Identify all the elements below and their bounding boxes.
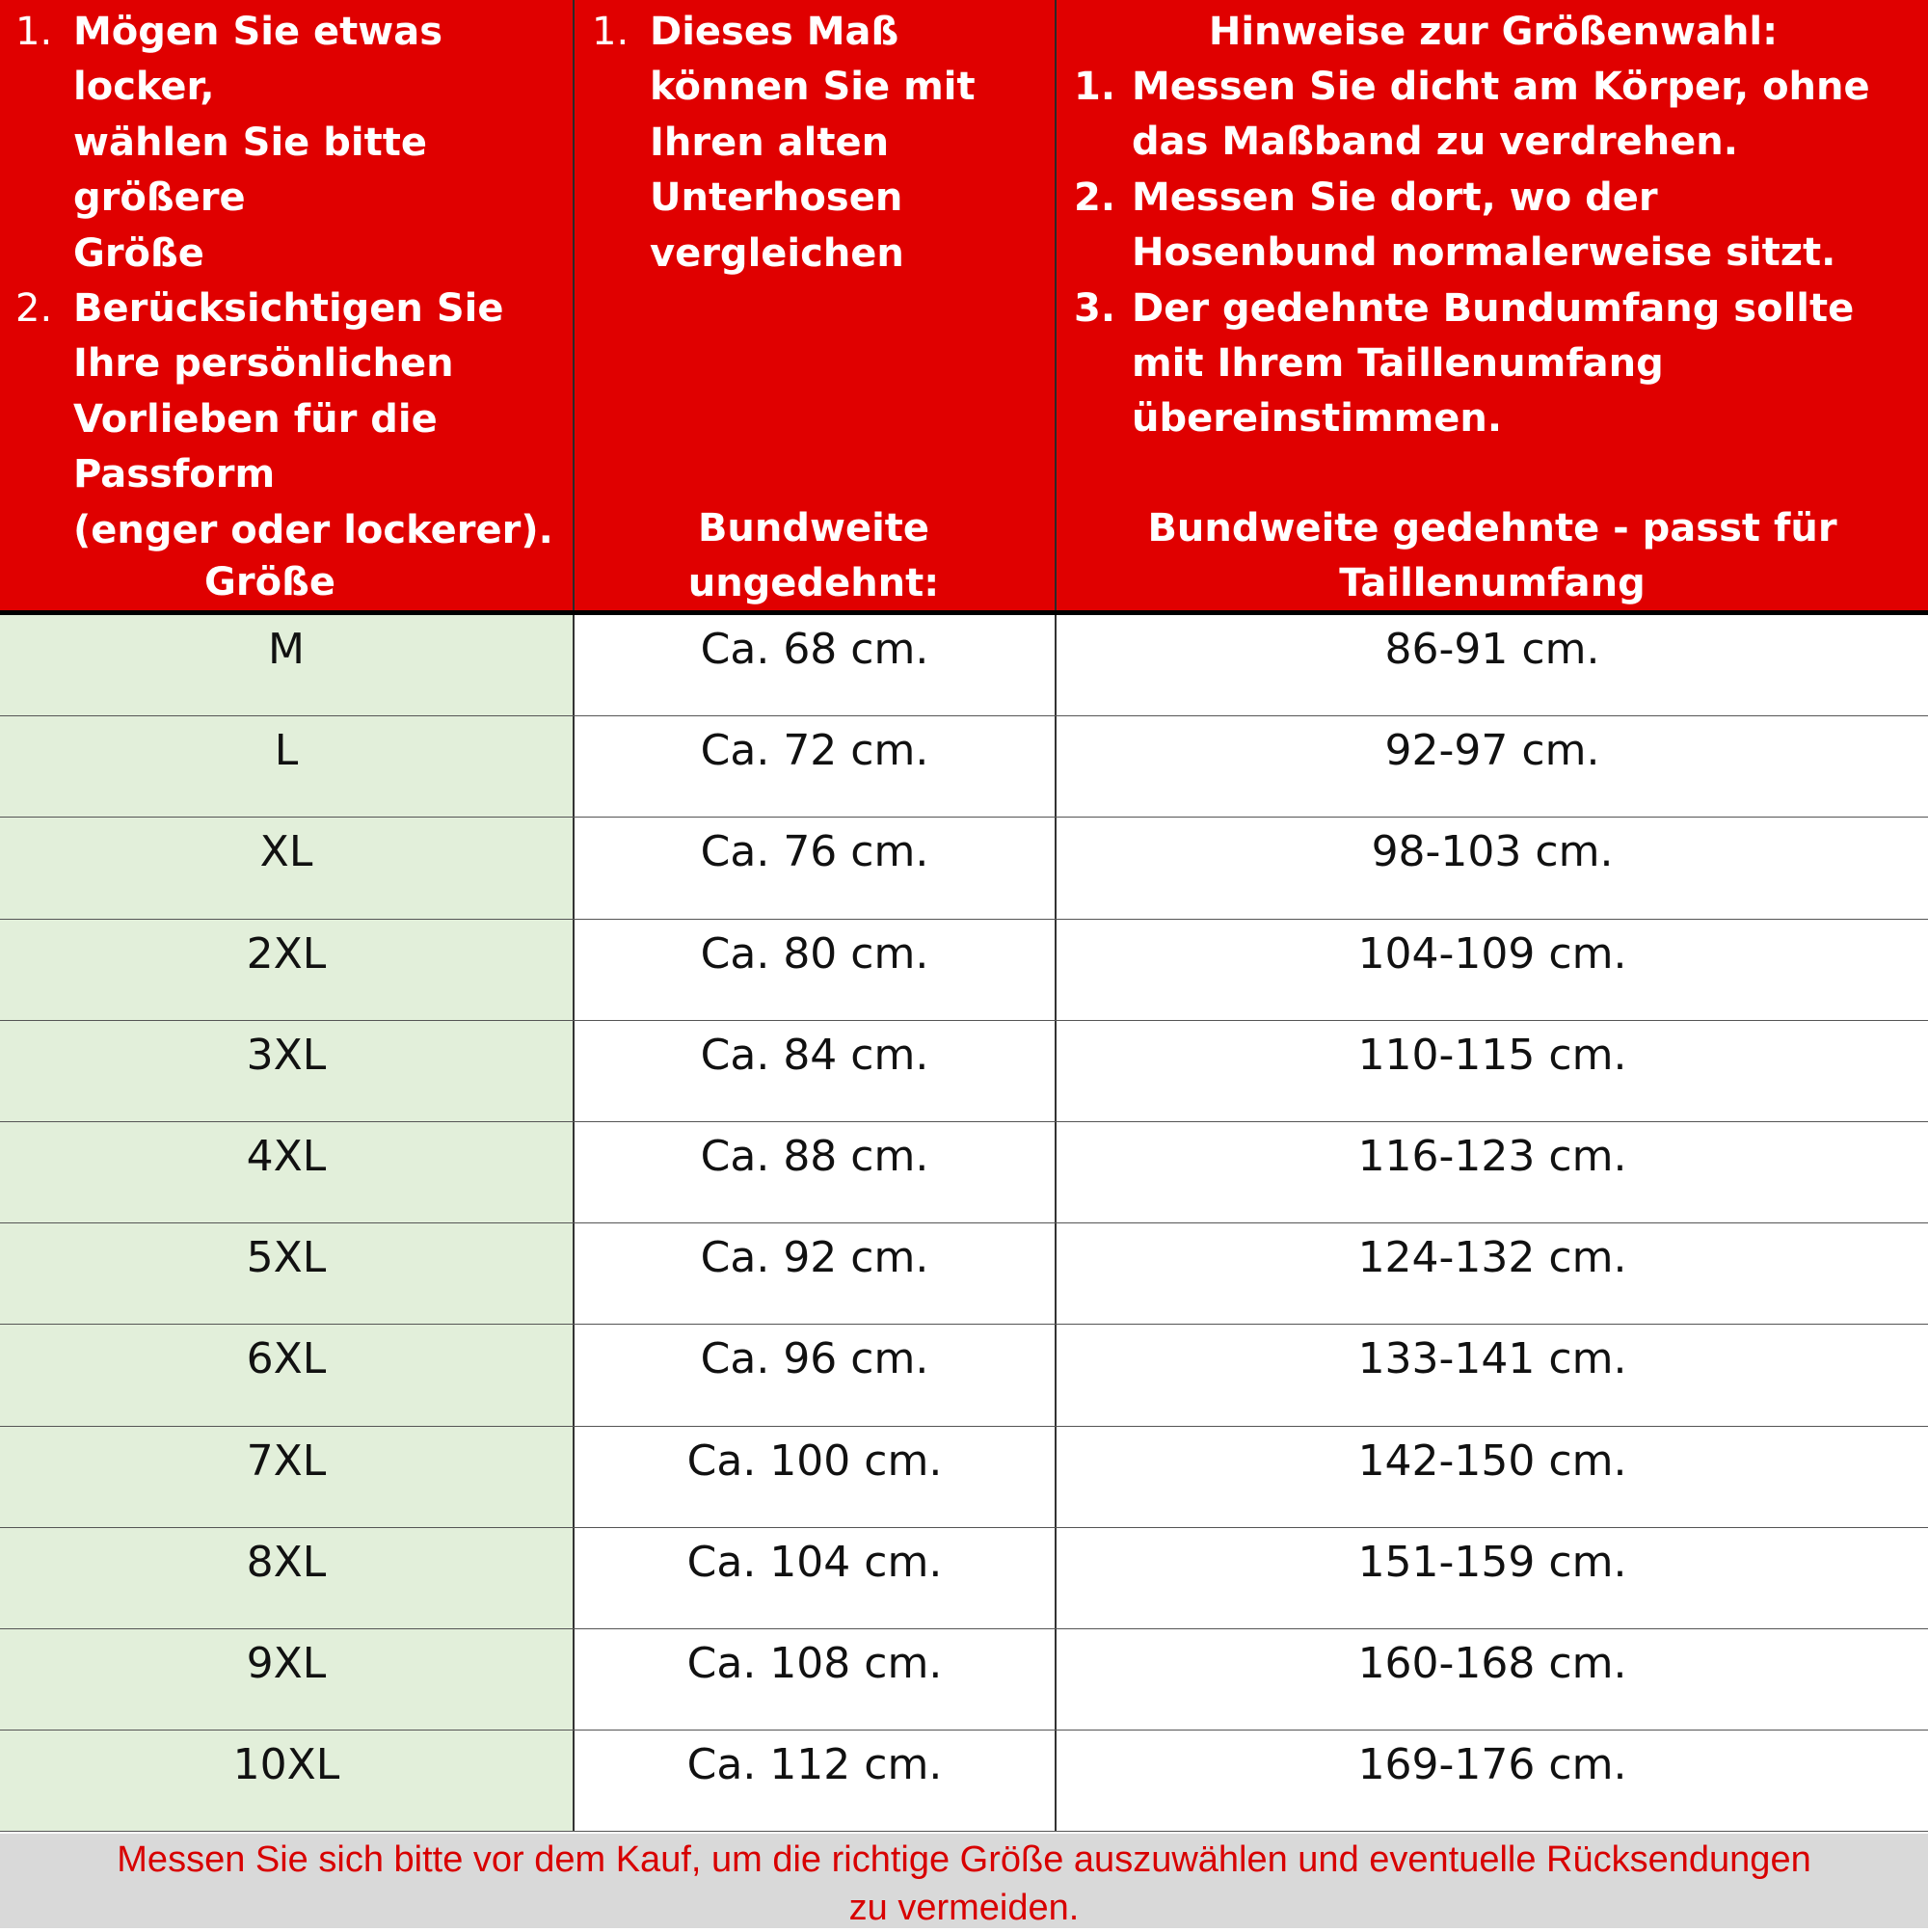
note-line: Berücksichtigen Sie [73, 286, 504, 332]
list-number: 1. [15, 10, 53, 54]
waist-stretched-cell: 86-91 cm. [1055, 615, 1928, 715]
table-row [0, 1731, 1928, 1832]
size-cell: 7XL [0, 1427, 573, 1527]
header-cell-size [0, 0, 573, 612]
table-row [0, 615, 1928, 716]
table-body [0, 615, 1928, 1832]
heading-line: Bundweite gedehnte - passt für [1147, 506, 1837, 550]
waist-stretched-cell: 98-103 cm. [1055, 818, 1928, 918]
list-item [1074, 282, 1922, 447]
waist-relaxed-cell: Ca. 80 cm. [573, 920, 1055, 1020]
note-line: wählen Sie bitte [73, 120, 427, 165]
waist-stretched-cell: 133-141 cm. [1055, 1325, 1928, 1425]
size-notes-list [15, 5, 565, 558]
note-line: vergleichen [650, 230, 904, 276]
note-line: Dieses Maß [650, 10, 899, 54]
note-line: (enger oder lockerer). [73, 507, 553, 552]
header-cell-waist-relaxed [573, 0, 1055, 612]
size-cell: 2XL [0, 920, 573, 1020]
waist-relaxed-cell: Ca. 84 cm. [573, 1021, 1055, 1121]
waist-stretched-cell: 116-123 cm. [1055, 1122, 1928, 1222]
column-heading-size: Größe [204, 560, 335, 604]
size-cell: 5XL [0, 1223, 573, 1324]
note-line: Unterhosen [650, 175, 903, 221]
list-number: 3. [1074, 285, 1116, 331]
table-row [0, 1528, 1928, 1629]
waist-stretched-cell: 151-159 cm. [1055, 1528, 1928, 1628]
table-row [0, 1325, 1928, 1426]
size-cell: 3XL [0, 1021, 573, 1121]
waist-stretched-cell: 92-97 cm. [1055, 716, 1928, 817]
note-line: Messen Sie dicht am Körper, ohne [1132, 65, 1870, 109]
waist-stretched-cell: 110-115 cm. [1055, 1021, 1928, 1121]
heading-line: ungedehnt: [687, 561, 940, 606]
table-row [0, 920, 1928, 1021]
waist-relaxed-cell: Ca. 88 cm. [573, 1122, 1055, 1222]
note-line: das Maßband zu verdrehen. [1132, 120, 1738, 165]
note-line: locker, [73, 65, 215, 110]
waist-relaxed-cell: Ca. 112 cm. [573, 1731, 1055, 1831]
table-row [0, 1427, 1928, 1528]
list-number: 1. [1074, 65, 1116, 109]
column-heading-waist-relaxed [575, 501, 1053, 612]
note-line: Hosenbund normalerweise sitzt. [1132, 230, 1836, 276]
note-line: Größe [73, 230, 204, 276]
table-row [0, 1021, 1928, 1122]
size-cell: 10XL [0, 1731, 573, 1831]
waist-relaxed-cell: Ca. 92 cm. [573, 1223, 1055, 1324]
waist-stretched-cell: 142-150 cm. [1055, 1427, 1928, 1527]
note-line: übereinstimmen. [1132, 396, 1503, 442]
waist-relaxed-cell: Ca. 96 cm. [573, 1325, 1055, 1425]
table-row [0, 1223, 1928, 1325]
footer-line: Messen Sie sich bitte vor dem Kauf, um die richtige Größe auszuwählen und eventuelle Rücksendungen [117, 1839, 1811, 1880]
waist-stretched-cell: 124-132 cm. [1055, 1223, 1928, 1324]
note-line: Vorlieben für die [73, 396, 438, 442]
measurement-advice-footer [0, 1834, 1928, 1928]
note-line: Der gedehnte Bundumfang sollte [1132, 285, 1855, 331]
note-line: Ihren alten [650, 120, 890, 165]
relaxed-notes-list [592, 5, 1045, 282]
note-line: Mögen Sie etwas [73, 10, 443, 54]
column-heading-waist-stretched [1057, 501, 1928, 612]
table-row [0, 716, 1928, 818]
table-row [0, 1122, 1928, 1223]
size-cell: 4XL [0, 1122, 573, 1222]
heading-line: Bundweite [697, 506, 930, 550]
size-cell: 6XL [0, 1325, 573, 1425]
list-item [15, 282, 565, 558]
table-row [0, 1629, 1928, 1731]
waist-stretched-cell: 104-109 cm. [1055, 920, 1928, 1020]
list-item [15, 5, 565, 282]
note-line: Messen Sie dort, wo der [1132, 174, 1658, 220]
waist-relaxed-cell: Ca. 104 cm. [573, 1528, 1055, 1628]
list-number: 2. [1074, 174, 1116, 220]
size-cell: L [0, 716, 573, 817]
sizing-hints-title: Hinweise zur Größenwahl: [1208, 10, 1779, 54]
list-number: 1. [592, 10, 629, 54]
note-line: Ihre persönlichen [73, 341, 454, 387]
list-number: 2. [15, 286, 53, 332]
table-row [0, 818, 1928, 919]
waist-relaxed-cell: Ca. 108 cm. [573, 1629, 1055, 1730]
footer-line: zu vermeiden. [848, 1888, 1080, 1928]
waist-relaxed-cell: Ca. 100 cm. [573, 1427, 1055, 1527]
list-item [1074, 171, 1922, 282]
table-header [0, 0, 1928, 612]
note-line: Passform [73, 452, 276, 497]
size-cell: M [0, 615, 573, 715]
waist-relaxed-cell: Ca. 76 cm. [573, 818, 1055, 918]
list-item [1074, 60, 1922, 171]
size-cell: 9XL [0, 1629, 573, 1730]
waist-relaxed-cell: Ca. 68 cm. [573, 615, 1055, 715]
note-line: mit Ihrem Taillenumfang [1132, 341, 1664, 387]
sizing-hints-list [1074, 60, 1922, 447]
heading-line: Taillenumfang [1339, 561, 1646, 606]
list-item [592, 5, 1045, 282]
waist-stretched-cell: 169-176 cm. [1055, 1731, 1928, 1831]
size-cell: XL [0, 818, 573, 918]
header-cell-waist-stretched [1055, 0, 1928, 612]
note-line: größere [73, 175, 246, 221]
waist-relaxed-cell: Ca. 72 cm. [573, 716, 1055, 817]
note-line: können Sie mit [650, 65, 976, 110]
waist-stretched-cell: 160-168 cm. [1055, 1629, 1928, 1730]
size-cell: 8XL [0, 1528, 573, 1628]
